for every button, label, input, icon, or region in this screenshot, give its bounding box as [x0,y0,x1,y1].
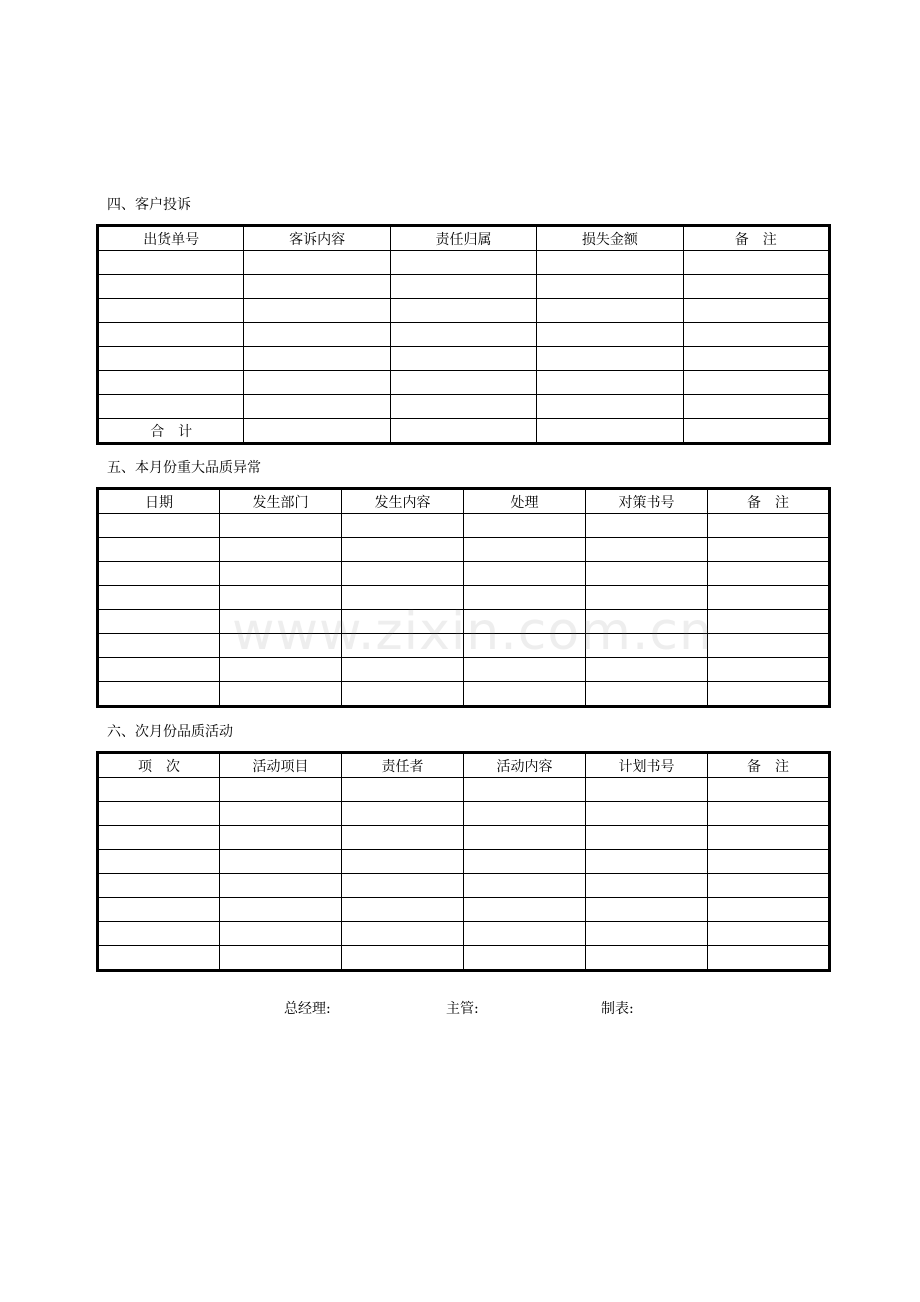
table-cell[interactable] [220,802,342,826]
table-cell[interactable] [390,371,536,395]
watermark-text: www.zixin.com.cn [232,602,713,662]
table-cell[interactable] [98,299,244,323]
table-cell[interactable] [98,371,244,395]
table-cell[interactable] [220,874,342,898]
table-row [98,802,830,826]
table-cell[interactable] [464,898,586,922]
table-cell[interactable] [220,682,342,707]
table-cell[interactable] [537,347,683,371]
col-header-plan-no: 计划书号 [586,753,708,778]
table-cell[interactable] [537,275,683,299]
table-cell[interactable] [98,562,220,586]
table-cell[interactable] [98,898,220,922]
table-cell[interactable] [464,538,586,562]
col-header-shipment-no: 出货单号 [98,226,244,251]
table-cell[interactable] [390,251,536,275]
quality-issues-table [96,487,831,708]
table-cell[interactable] [98,251,244,275]
table-cell[interactable] [342,778,464,802]
table-cell[interactable] [586,898,708,922]
table-cell[interactable] [342,610,464,634]
table-cell[interactable] [708,946,830,971]
table-cell[interactable] [342,802,464,826]
table-row [98,778,830,802]
col-header-activity-content: 活动内容 [464,753,586,778]
table-cell[interactable] [342,946,464,971]
col-header-countermeasure-no: 对策书号 [586,489,708,514]
table-cell[interactable] [98,347,244,371]
section-title-next-month-activities: 六、次月份品质活动 [107,724,233,740]
col-header-responsible: 责任者 [342,753,464,778]
table-cell[interactable] [244,299,390,323]
col-header-complaint-content: 客诉内容 [244,226,390,251]
table-cell[interactable] [342,586,464,610]
complaints-table [96,224,831,445]
table-cell[interactable] [98,275,244,299]
table-row [98,682,830,707]
table-cell[interactable] [98,538,220,562]
table-cell[interactable] [390,299,536,323]
table-row [98,634,830,658]
table-cell[interactable] [98,514,220,538]
table-cell[interactable] [342,658,464,682]
table-cell[interactable] [464,922,586,946]
table-row [98,323,830,347]
table-cell[interactable] [220,514,342,538]
table-cell[interactable] [708,682,830,707]
table-cell[interactable] [220,538,342,562]
col-header-date: 日期 [98,489,220,514]
table-cell[interactable] [586,514,708,538]
table-cell[interactable] [683,275,829,299]
table-row [98,946,830,971]
col-header-handling: 处理 [464,489,586,514]
table-cell[interactable] [464,610,586,634]
table-cell[interactable] [708,658,830,682]
table-cell[interactable] [98,874,220,898]
table-cell[interactable] [537,395,683,419]
table-cell[interactable] [683,323,829,347]
table-cell[interactable] [464,562,586,586]
table-cell[interactable] [342,850,464,874]
col-header-item-no: 项 次 [98,753,220,778]
table-cell[interactable] [586,586,708,610]
table-cell[interactable] [220,610,342,634]
table-cell[interactable] [464,802,586,826]
table-cell[interactable] [220,586,342,610]
table-cell[interactable] [244,251,390,275]
table-cell[interactable] [98,850,220,874]
table-cell[interactable] [464,874,586,898]
table-row [98,826,830,850]
table-cell[interactable] [220,898,342,922]
table-cell[interactable] [342,682,464,707]
table-cell[interactable] [683,419,829,444]
table-cell[interactable] [220,946,342,971]
table-cell[interactable] [220,634,342,658]
table-cell[interactable] [683,251,829,275]
col-header-loss-amount: 损失金额 [537,226,683,251]
section-title-complaints: 四、客户投诉 [107,197,191,213]
total-label: 合 计 [98,419,244,444]
table-row [98,922,830,946]
table-cell[interactable] [220,562,342,586]
table-cell[interactable] [342,562,464,586]
table-cell[interactable] [98,802,220,826]
table-cell[interactable] [98,778,220,802]
table-row [98,299,830,323]
table-cell[interactable] [537,419,683,444]
table-cell[interactable] [464,586,586,610]
activities-table [96,751,831,972]
table-cell[interactable] [98,610,220,634]
table-cell[interactable] [708,778,830,802]
table-row [98,898,830,922]
table-cell[interactable] [464,826,586,850]
table-cell[interactable] [390,395,536,419]
table-row [98,610,830,634]
table-cell[interactable] [220,658,342,682]
table-row [98,874,830,898]
table-cell[interactable] [683,299,829,323]
table-cell[interactable] [464,634,586,658]
table-cell[interactable] [98,634,220,658]
table-cell[interactable] [586,826,708,850]
table-cell[interactable] [708,874,830,898]
table-cell[interactable] [537,323,683,347]
table-cell[interactable] [342,874,464,898]
table-cell[interactable] [342,538,464,562]
col-header-remarks: 备 注 [708,489,830,514]
activities-table-body [98,778,830,971]
col-header-department: 发生部门 [220,489,342,514]
table-cell[interactable] [683,347,829,371]
table-cell[interactable] [708,562,830,586]
table-cell[interactable] [586,682,708,707]
signature-general-manager: 总经理: [284,1001,331,1017]
section-title-quality-issues: 五、本月份重大品质异常 [107,460,261,476]
signature-prepared-by: 制表: [601,1001,634,1017]
total-row [98,419,830,444]
col-header-activity-item: 活动项目 [220,753,342,778]
table-cell[interactable] [586,922,708,946]
table-cell[interactable] [586,538,708,562]
table-cell[interactable] [464,850,586,874]
table-cell[interactable] [708,826,830,850]
table-header-row [98,226,830,251]
complaints-table-body [98,251,830,419]
table-cell[interactable] [708,586,830,610]
table-cell[interactable] [683,395,829,419]
signature-supervisor: 主管: [446,1001,479,1017]
table-cell[interactable] [98,682,220,707]
table-cell[interactable] [464,514,586,538]
table-cell[interactable] [708,610,830,634]
table-cell[interactable] [464,778,586,802]
table-cell[interactable] [537,251,683,275]
table-cell[interactable] [464,658,586,682]
table-row [98,586,830,610]
table-cell[interactable] [98,922,220,946]
col-header-remarks: 备 注 [708,753,830,778]
col-header-remarks: 备 注 [683,226,829,251]
table-cell[interactable] [537,299,683,323]
table-row [98,658,830,682]
table-cell[interactable] [244,275,390,299]
table-row [98,371,830,395]
table-row [98,850,830,874]
table-row [98,251,830,275]
table-row [98,275,830,299]
table-cell[interactable] [342,634,464,658]
table-row [98,514,830,538]
table-cell[interactable] [586,802,708,826]
table-cell[interactable] [537,371,683,395]
table-cell[interactable] [586,610,708,634]
table-cell[interactable] [220,850,342,874]
table-header-row [98,753,830,778]
table-cell[interactable] [586,778,708,802]
table-cell[interactable] [464,682,586,707]
table-cell[interactable] [586,562,708,586]
table-cell[interactable] [244,371,390,395]
table-cell[interactable] [244,395,390,419]
table-cell[interactable] [342,898,464,922]
table-cell[interactable] [586,658,708,682]
table-cell[interactable] [708,802,830,826]
table-cell[interactable] [342,514,464,538]
table-cell[interactable] [390,323,536,347]
table-cell[interactable] [586,874,708,898]
table-cell[interactable] [586,946,708,971]
table-cell[interactable] [342,922,464,946]
table-cell[interactable] [708,634,830,658]
table-cell[interactable] [342,826,464,850]
table-cell[interactable] [244,347,390,371]
table-cell[interactable] [98,586,220,610]
table-cell[interactable] [708,922,830,946]
table-header-row [98,489,830,514]
table-cell[interactable] [220,778,342,802]
table-row [98,562,830,586]
table-cell[interactable] [98,323,244,347]
table-cell[interactable] [683,371,829,395]
table-cell[interactable] [390,347,536,371]
table-cell[interactable] [244,419,390,444]
table-row [98,347,830,371]
table-row [98,395,830,419]
col-header-content: 发生内容 [342,489,464,514]
table-cell[interactable] [390,275,536,299]
table-cell[interactable] [244,323,390,347]
table-cell[interactable] [708,538,830,562]
table-cell[interactable] [390,419,536,444]
table-cell[interactable] [708,850,830,874]
table-cell[interactable] [708,898,830,922]
quality-issues-table-body [98,514,830,707]
table-cell[interactable] [586,634,708,658]
table-cell[interactable] [464,946,586,971]
table-cell[interactable] [220,922,342,946]
table-row [98,538,830,562]
table-cell[interactable] [98,658,220,682]
table-cell[interactable] [98,946,220,971]
col-header-responsibility: 责任归属 [390,226,536,251]
table-cell[interactable] [98,826,220,850]
table-cell[interactable] [220,826,342,850]
table-cell[interactable] [98,395,244,419]
table-cell[interactable] [586,850,708,874]
table-cell[interactable] [708,514,830,538]
